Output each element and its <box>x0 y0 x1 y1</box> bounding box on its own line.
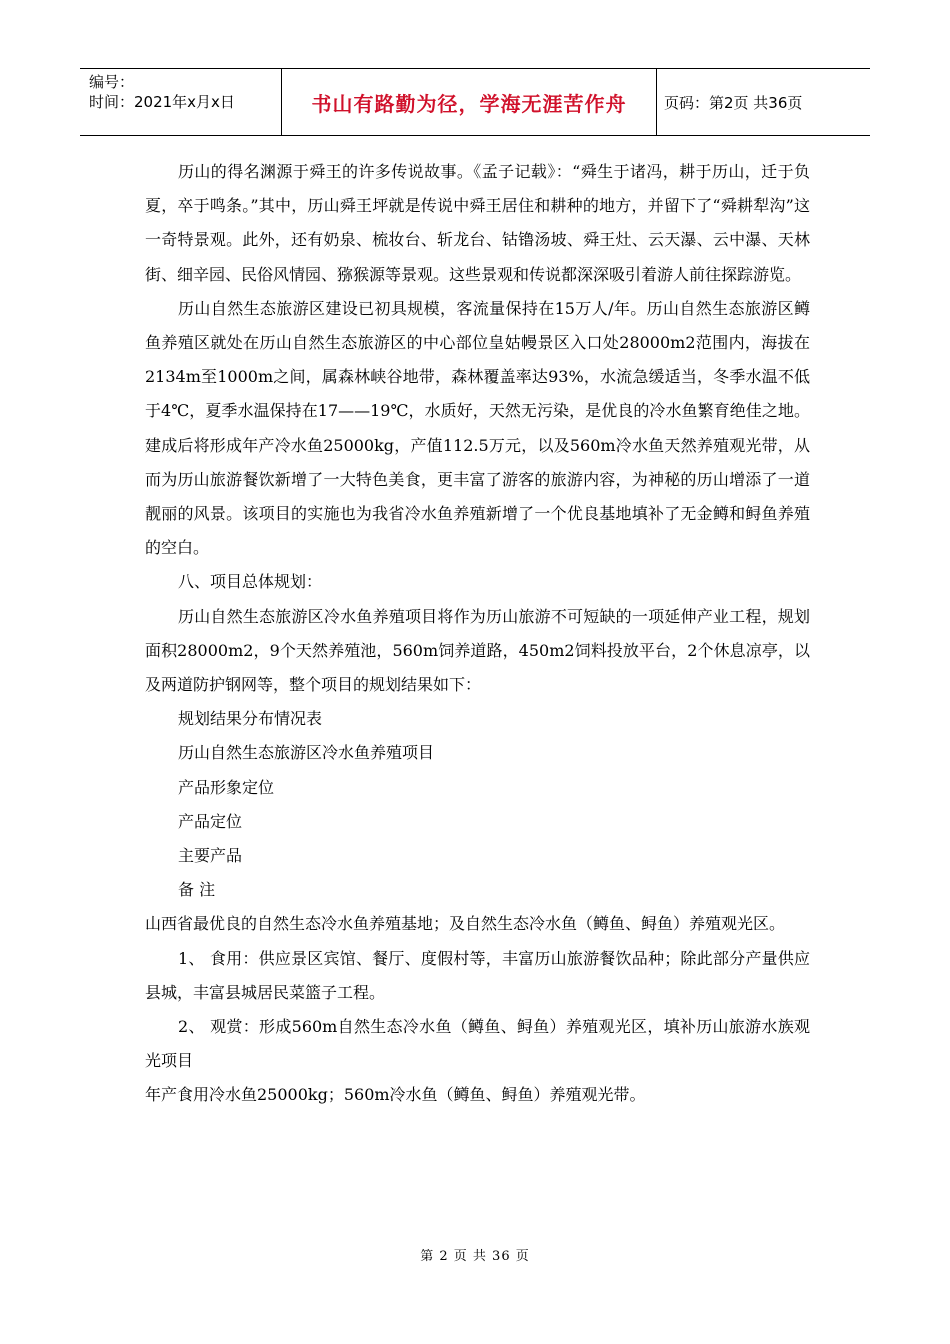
header-meta <box>80 69 282 135</box>
body-paragraph: 主要产品 <box>178 846 243 866</box>
body-paragraph: 历山的得名渊源于舜王的许多传说故事。《孟子记载》：“舜生于诸冯，耕于历山，迁于负夏，卒于鸣条。”其中，历山舜王坪就是传说中舜王居住和耕种的地方，并留下了“舜耕犁沟”这一奇特景观。此外，还有奶泉、梳妆台、斩龙台、钴镥汤坡、舜王灶、云天瀑、云中瀑、天林街、细辛园、民俗风情园、猕猴源等景观。这些景观和传说都深深吸引着游人前往探踪游览。 <box>145 162 810 284</box>
document-body <box>145 155 810 1113</box>
header-motto: 书山有路勤为径，学海无涯苦作舟 <box>311 91 627 116</box>
body-paragraph: 1、 食用：供应景区宾馆、餐厅、度假村等，丰富历山旅游餐饮品种；除此部分产量供应县城，丰富县城居民菜篮子工程。 <box>145 948 810 1002</box>
body-paragraph: 备 注 <box>178 880 216 900</box>
body-paragraph: 年产食用冷水鱼25000kg；560m冷水鱼（鳟鱼、鲟鱼）养殖观光带。 <box>145 1085 646 1105</box>
document-date: 时间：2021年x月x日 <box>89 93 235 111</box>
body-paragraph: 八、项目总体规划： <box>178 572 323 592</box>
body-paragraph: 产品定位 <box>178 811 243 831</box>
body-paragraph: 历山自然生态旅游区冷水鱼养殖项目 <box>178 743 435 763</box>
page-header <box>80 68 870 136</box>
header-motto-cell <box>282 69 657 135</box>
header-page-info: 页码：第2页 共36页 <box>664 93 803 112</box>
page-footer: 第 2 页 共 36 页 <box>420 1249 530 1264</box>
body-paragraph: 规划结果分布情况表 <box>178 709 323 729</box>
body-paragraph: 历山自然生态旅游区冷水鱼养殖项目将作为历山旅游不可短缺的一项延伸产业工程，规划面积28000m2，9个天然养殖池，560m饲养道路，450m2饲料投放平台，2个休息凉亭，以及两道防护钢网等，整个项目的规划结果如下： <box>145 606 810 695</box>
body-paragraph: 2、 观赏：形成560m自然生态冷水鱼（鳟鱼、鲟鱼）养殖观光区，填补历山旅游水族观光项目 <box>145 1017 810 1071</box>
body-paragraph: 山西省最优良的自然生态冷水鱼养殖基地；及自然生态冷水鱼（鳟鱼、鲟鱼）养殖观光区。 <box>145 914 786 934</box>
document-number-label: 编号： <box>89 73 135 91</box>
body-paragraph: 产品形象定位 <box>178 777 275 797</box>
header-page-info-cell <box>657 69 870 135</box>
body-paragraph: 历山自然生态旅游区建设已初具规模，客流量保持在15万人/年。历山自然生态旅游区鳟鱼养殖区就处在历山自然生态旅游区的中心部位皇姑幔景区入口处28000m2范围内，海拔在2134m至1000m之间，属森林峡谷地带，森林覆盖率达93%，水流急缓适当，冬季水温不低于4℃，夏季水温保持在17——19℃，水质好，天然无污染，是优良的冷水鱼繁育绝佳之地。建成后将形成年产冷水鱼25000kg，产值112.5万元，以及560m冷水鱼天然养殖观光带，从而为历山旅游餐饮新增了一大特色美食，更丰富了游客的旅游内容，为神秘的历山增添了一道靓丽的风景。该项目的实施也为我省冷水鱼养殖新增了一个优良基地填补了无金鳟和鲟鱼养殖的空白。 <box>145 298 810 558</box>
